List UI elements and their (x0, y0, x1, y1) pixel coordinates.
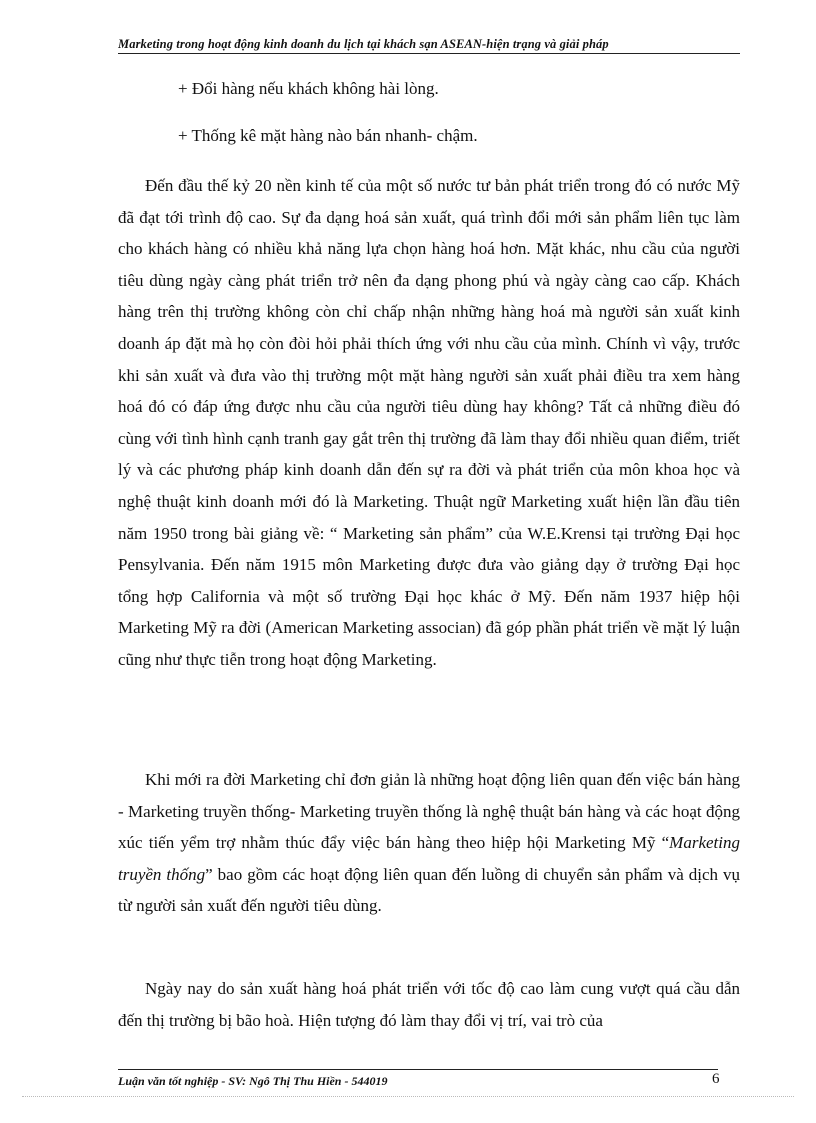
running-header: Marketing trong hoạt động kinh doanh du lịch tại khách sạn ASEAN-hiện trạng và giải pháp (118, 37, 609, 51)
paragraph-marketing-history: Đến đầu thế kỷ 20 nền kinh tế của một số nước tư bản phát triển trong đó có nước Mỹ đã đạt tới trình độ cao. Sự đa dạng hoá sản xuất, quá trình đổi mới sản phẩm liên tục làm cho khách hàng có nhiều khả năng lựa chọn hàng hoá hơn. Mặt khác, nhu cầu của người tiêu dùng ngày càng phát triển trở nên đa dạng phong phú và ngày càng cao cấp. Khách hàng trên thị trường không còn chỉ chấp nhận những hàng hoá mà người sản xuất kinh doanh áp đặt mà họ còn đòi hỏi phải thích ứng với nhu cầu của mình. Chính vì vậy, trước khi sản xuất và đưa vào thị trường một mặt hàng người sản xuất phải điều tra xem hàng hoá đó có đáp ứng được nhu cầu của người tiêu dùng hay không? Tất cả những điều đó cùng với tình hình cạnh tranh gay gắt trên thị trường đã làm thay đổi nhiều quan điểm, triết lý và các phương pháp kinh doanh dẫn đến sự ra đời và phát triển của môn khoa học và nghệ thuật kinh doanh mới đó là Marketing. Thuật ngữ Marketing xuất hiện lần đầu tiên năm 1950 trong bài giảng về: “ Marketing sản phẩm” của W.E.Krensi tại trường Đại học Pensylvania. Đến năm 1915 môn Marketing được đưa vào giảng dạy ở trường Đại học tổng hợp California và một số trường Đại học khác ở Mỹ. Đến năm 1937 hiệp hội Marketing Mỹ ra đời (American Marketing associan) đã góp phần phát triển về mặt lý luận cũng như thực tiễn trong hoạt động Marketing. (118, 176, 740, 669)
bullet-item-statistics: + Thống kê mặt hàng nào bán nhanh- chậm. (178, 126, 478, 145)
paragraph-modern-production: Ngày nay do sản xuất hàng hoá phát triển với tốc độ cao làm cung vượt quá cầu dẫn đến thị trường bị bão hoà. Hiện tượng đó làm thay đổi vị trí, vai trò của (118, 979, 740, 1030)
page-number: 6 (712, 1071, 720, 1087)
paragraph-traditional-marketing (118, 764, 740, 922)
footer-rule (118, 1069, 718, 1070)
italic-term: Marketing truyền thống (118, 833, 740, 884)
page-break-line (22, 1096, 794, 1097)
running-footer: Luận văn tốt nghiệp - SV: Ngô Thị Thu Hiền - 544019 (118, 1074, 388, 1088)
paragraph-text-end: ” bao gồm các hoạt động liên quan đến luồng di chuyển sản phẩm và dịch vụ từ người sản xuất đến người tiêu dùng. (118, 864, 740, 916)
header-rule (118, 53, 740, 54)
bullet-item-exchange: + Đổi hàng nếu khách không hài lòng. (178, 79, 439, 98)
paragraph-text-start: Khi mới ra đời Marketing chỉ đơn giản là những hoạt động liên quan đến việc bán hàng - Marketing truyền thống- Marketing truyền thống là nghệ thuật bán hàng và các hoạt động xúc tiến yểm trợ nhằm thúc đẩy việc bán hàng theo hiệp hội Marketing Mỹ “ (118, 770, 740, 853)
